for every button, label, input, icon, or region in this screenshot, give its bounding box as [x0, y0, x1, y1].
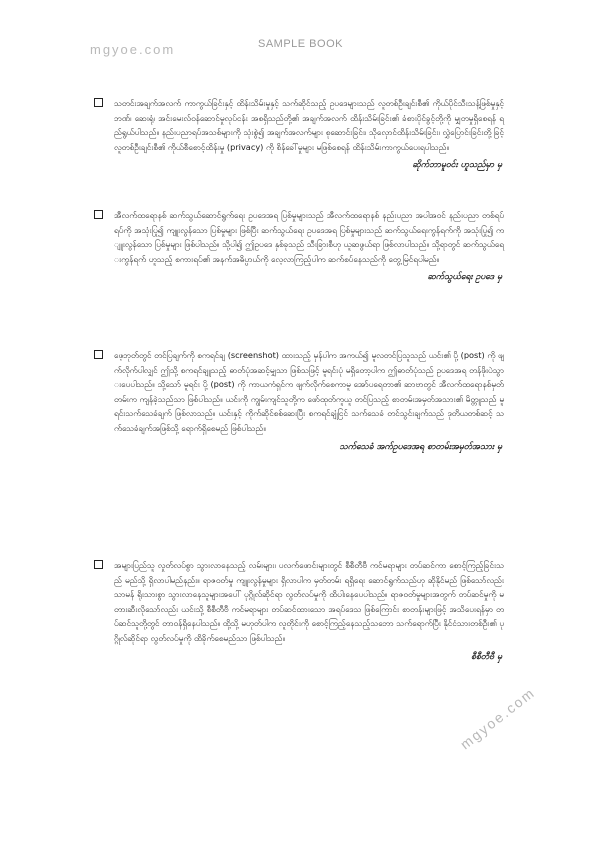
entry-block	[92, 208, 504, 284]
entry-source: ဆက်သွယ်ရေး ဥပဒေ မှ	[427, 272, 502, 283]
entry-paragraph	[92, 558, 504, 646]
entry-text: အီလက်ထရောနစ် ဆက်သွယ်ဆောင်ရွက်ရေး ဥပဒေအရ ပြစ်မှုများသည် အီလက်ထရောနစ် နည်းပညာ အပါအဝင် နည်းပညာ တစ်ရပ်ရပ်ကို အသုံးပြု၍ ကျူးလွန်သော ပြစ်မှုများ ဖြစ်ပြီး ဆက်သွယ်ရေး ဥပဒေအရ ပြစ်မှုများသည် ဆက်သွယ်ရေးကွန်ရက်ကို အသုံးပြု၍ ကျူးလွန်သော ပြစ်မှုများ ဖြစ်ပါသည်။ သို့ပါ၍ ဤဥပဒေ နှစ်ခုသည် သီးခြားစီဟု ယူဆဖွယ်ရာ ဖြစ်လာပါသည်။ သို့ရာတွင် ဆက်သွယ်ရေးကွန်ရက် ဟူသည့် စကားရပ်၏ အနက်အဓိပ္ပာယ်ကို လေ့လာကြည့်ပါက ဆက်စပ်နေသည်ကို တွေ့မြင်ရပါမည်။	[114, 210, 504, 264]
watermark-diagonal: mgyoe.com	[457, 684, 539, 753]
entry-source: စီစီတီဗီ မှ	[471, 651, 502, 662]
entry-source: သက်သေခံ အက်ဥပဒေအရ စာတမ်းအမှတ်အသား မှ	[339, 441, 502, 452]
entry-source: ဆိုက်ဘာမူဝင်း ဟူသည်မှာ မှ	[412, 160, 502, 171]
checkbox-icon	[94, 210, 103, 219]
entry-block	[92, 348, 504, 454]
watermark-top: mgyoe.com	[90, 42, 176, 57]
sample-book-label: SAMPLE BOOK	[258, 38, 343, 50]
entry-block	[92, 96, 504, 172]
entry-text: သတင်းအချက်အလက် ကာကွယ်ခြင်းနှင့် ထိန်းသိမ်းမှုနှင့် သက်ဆိုင်သည့် ဥပဒေများသည် လူတစ်ဦးချင်းစီ၏ ကိုယ်ပိုင်သီးသန့်ဖြစ်မှုနှင့် ဘဏ်၊ ဆေးရုံ၊ အင်းမေးလ်ဝန်ဆောင်မှုလုပ်ငန်း အစရှိသည်တို့၏ အချက်အလက် ထိန်းသိမ်းခြင်း၏ ခံစားပိုင်ခွင့်တို့ကို မျှတမှုရှိစေရန် ရည်ရွယ်ပါသည်။ နည်းပညာရပ်အသစ်များကို သုံးစွဲ၍ အချက်အလက်များ စုဆောင်းခြင်း၊ သိုလှောင်ထိန်းသိမ်းခြင်း၊ လွှဲပြောင်းခြင်းတို့ခြင့် လူတစ်ဦးချင်းစီ၏ ကိုယ်စီစောင့်ထိန်းမှု (privacy) ကို စိန်ခေါ်မှုများ မဖြစ်စေရန် ထိန်းသိမ်းကာကွယ်ပေးရပါသည်။	[114, 98, 504, 152]
entry-paragraph	[92, 96, 504, 154]
checkbox-icon	[94, 560, 103, 569]
entry-paragraph	[92, 208, 504, 266]
entry-paragraph	[92, 348, 504, 436]
checkbox-icon	[94, 350, 103, 359]
checkbox-icon	[94, 98, 103, 107]
entry-text: ဖေ့ဘုတ်တွင် တင်ပြချက်ကို စကရင်ချ (screenshot) ထားသည့် မှန်ပါက အကယ်၍ မူလတင်ပြသူသည် ယင်း၏ ပို့ (post) ကို ဖျက်လိုက်ပါလျှင် ဤသို့ စကရင်ချူသည့် ဓာတ်ပုံအဆင့်မျှသာ ဖြစ်သဖြင့် မူရင်းပုံ မရှိတော့ပါက ဤဓာတ်ပုံသည် ဥပဒေအရ တန်ဖိုးပဲသွားပေပါသည်။ သို့သော် မူရင်း ပို့ (post) ကို ကာယကံရှင်က ဖျက်လိုက်စေကာမူ အော်ပရေတာ၏ ဆာဗာတွင် အီလက်ထရောနစ်မှတ်တမ်းက ကျန်ခဲ့သည်သာ ဖြစ်ပါသည်။ ယင်းကို ကျွမ်းကျင်သူတို့က ဖော်ထုတ်ကူယူ တင်ပြသည့် စာတမ်းအမှတ်အသား၏ မိတ္တူသည် မူရင်းသက်သေခံချက် ဖြစ်လာသည်။ ယင်းနှင့် ကိုက်ဆိုင်စစ်ဆေးပြီး စကရင်ချုံငြင် သက်သေခံ တင်သွင်းချက်သည် ဒုတိယတစ်ဆင့် သက်သေခံချက်အဖြစ်သို့ ရောက်ရှိစေမည် ဖြစ်ပါသည်။	[114, 350, 504, 433]
entry-block	[92, 558, 504, 664]
entry-text: အများပြည်သူ လှုတ်လပ်စွာ သွားလာနေသည့် လမ်းများ၊ ပလက်ဖောင်းများတွင် စီစီတီဗီ ကင်မရာများ တပ်ဆင်ကာ စောင့်ကြည့်ခြင်းသည် မည်သို့ ရှိလာပါမည်နည်း။ ရာဇဝတ်မှု ကျူးလွန်မှုများ ရှိလာပါက မှတ်တမ်း ရရှိရေး ဆောင်ရွက်သည်ဟု ဆိုနိုင်မည် ဖြစ်သော်လည်း သာမန် ရိုးသားစွာ သွားလာနေသူများအပေါ် ပုဂ္ဂိုလ်ဆိုင်ရာ လွတ်လပ်မှုကို ထိပါးနေပေပါသည်။ ရာဇဝတ်မှုများအတွက် တပ်ဆင်မှုကို မတားဆီးလိုသော်လည်း ယင်းသို့ စီစီတီဗီ ကင်မရာများ တပ်ဆင်ထားသော အရပ်ဒေသ ဖြစ်ကြောင်း စာတန်းများဖြင့် အသိပေးရန်မှာ တပ်ဆင်သူတို့တွင် တာဝန်ရှိနေပါသည်။ ထို့သို့ မဟုတ်ပါက လူတိုင်းကို စောင့်ကြည့်နေသည့်သဘော သက်ရောက်ပြီး နိုင်ငံသားတစ်ဦး၏ ပုဂ္ဂိုလ်ဆိုင်ရာ လွတ်လပ်မှုကို ထိခိုက်စေမည်သာ ဖြစ်ပါသည်။	[114, 560, 504, 643]
